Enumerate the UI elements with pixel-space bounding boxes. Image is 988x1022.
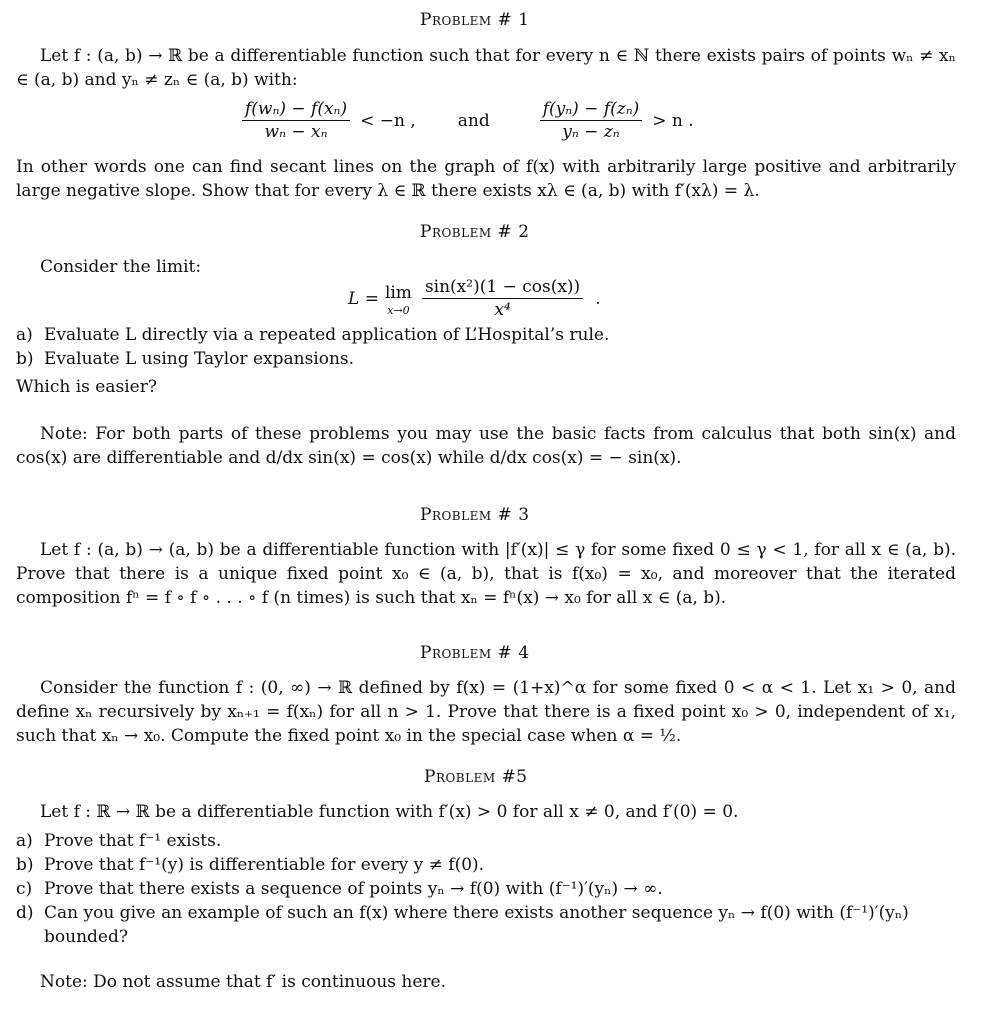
and-word: and [457,110,490,131]
problem-4-body: Consider the function f : (0, ∞) → ℝ defined by f(x) = (1+x)^α for some fixed 0 < α < 1. Let x₁ > 0, and define xₙ recursively by xₙ₊₁ = f(xₙ) for all n > 1. Prove that there is a fixed point x₀ > 0, independent of x₁, such that xₙ → x₀. Compute the fixed point x₀ in the special case when α = ½. [16,678,956,746]
left-relation: < −n , [360,110,416,131]
problem-5-item-c: c) Prove that there exists a sequence of points yₙ → f(0) with (f⁻¹)′(yₙ) → ∞. [16,879,663,899]
right-relation: > n . [652,110,694,131]
left-numerator: f(wₙ) − f(xₙ) [242,98,350,121]
problem-5-list [16,829,956,949]
problem-4-title: Problem # 4 [420,643,530,663]
problem-5-item-a: a) Prove that f⁻¹ exists. [16,831,222,851]
lim-word: lim [384,282,412,303]
problem-5-item-d: d) Can you give an example of such an f(x) where there exists another sequence yₙ → f(0) with (f⁻¹)′(yₙ) bounded? [16,903,909,947]
limit-fraction [422,276,583,321]
problem-1-title: Problem # 1 [420,10,530,30]
limit-operator [385,281,412,317]
problem-5-item-b: b) Prove that f⁻¹(y) is differentiable for every y ≠ f(0). [16,855,485,875]
limit-period: . [595,288,601,309]
left-denominator: wₙ − xₙ [264,122,328,142]
right-fraction [540,98,643,143]
problem-2-note: Note: For both parts of these problems you may use the basic facts from calculus that both sin(x) and cos(x) are differentiable and d/dx sin(x) = cos(x) while d/dx cos(x) = − sin(x). [16,424,956,468]
problem-5-title: Problem #5 [424,767,528,787]
limit-lhs: L = [348,288,379,309]
problem-1-intro: Let f : (a, b) → ℝ be a differentiable function such that for every n ∈ ℕ there exists pairs of points wₙ ≠ xₙ ∈ (a, b) and yₙ ≠ zₙ ∈ (a, b) with: [16,46,956,90]
right-denominator: yₙ − zₙ [562,122,620,142]
right-numerator: f(yₙ) − f(zₙ) [540,98,643,121]
problem-2-question: Which is easier? [16,377,157,397]
problem-1-equation [238,98,694,143]
problem-5-note: Note: Do not assume that f′ is continuous here. [40,972,446,992]
problem-2-list [16,323,966,371]
problem-2-item-b: b) Evaluate L using Taylor expansions. [16,349,355,369]
lim-subscript: x→0 [387,303,410,317]
problem-2-equation [348,276,601,321]
problem-5-intro: Let f : ℝ → ℝ be a differentiable function with f′(x) > 0 for all x ≠ 0, and f′(0) = 0. [40,802,739,822]
problem-2-intro: Consider the limit: [40,257,202,277]
limit-numerator: sin(x²)(1 − cos(x)) [422,276,583,299]
problem-2-title: Problem # 2 [420,222,530,242]
problem-3-body: Let f : (a, b) → (a, b) be a differentiable function with |f′(x)| ≤ γ for some fixed 0 ≤ γ < 1, for all x ∈ (a, b). Prove that there is a unique fixed point x₀ ∈ (a, b), that is f(x₀) = x₀, and moreover that the iterated composition fⁿ = f ∘ f ∘ . . . ∘ f (n times) is such that xₙ = fⁿ(x) → x₀ for all x ∈ (a, b). [16,540,956,608]
problem-1-body: In other words one can find secant lines on the graph of f(x) with arbitrarily large positive and arbitrarily large negative slope. Show that for every λ ∈ ℝ there exists xλ ∈ (a, b) with f′(xλ) = λ. [16,157,956,201]
problem-2-item-a: a) Evaluate L directly via a repeated application of L’Hospital’s rule. [16,325,610,345]
limit-denominator: x⁴ [494,300,511,320]
left-fraction [242,98,350,143]
problem-3-title: Problem # 3 [420,505,530,525]
